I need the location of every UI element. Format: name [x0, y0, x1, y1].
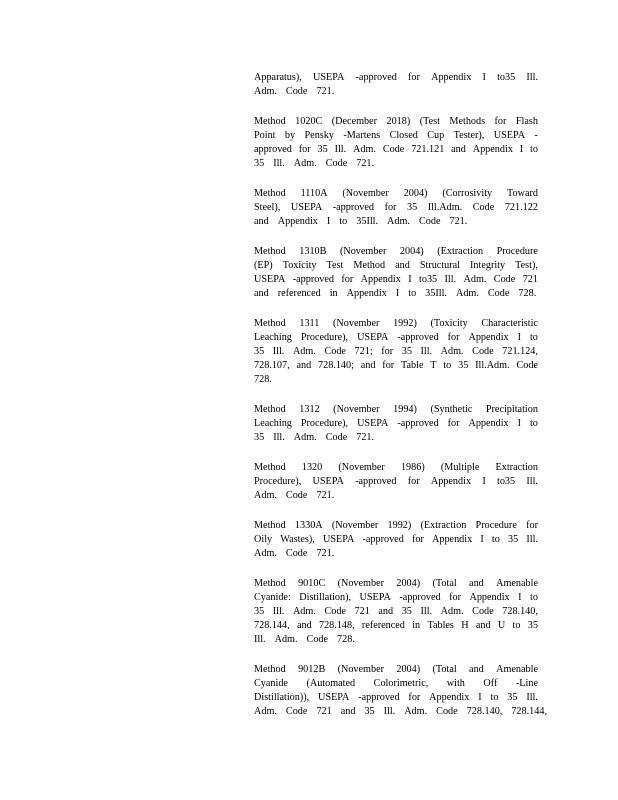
paragraph-line: Method 1110A (November 2004) (Corrosivity Toward — [254, 188, 538, 199]
paragraph-line: (EP) Toxicity Test Method and Structural Integrity Test), — [254, 260, 538, 271]
paragraph-line: Procedure), USEPA -approved for Appendix I to35 Ill. — [254, 476, 538, 487]
paragraph-line: Method 1330A (November 1992) (Extraction Procedure for — [254, 520, 538, 531]
method-paragraph — [254, 403, 542, 445]
paragraph-line: Apparatus), USEPA -approved for Appendix I to35 Ill. — [254, 72, 538, 83]
paragraph-line: 35 Ill. Adm. Code 721; for 35 Ill. Adm. Code 721.124, — [254, 346, 538, 357]
paragraph-line: and Appendix I to 35Ill. Adm. Code 721. — [254, 216, 468, 227]
method-paragraph — [254, 663, 547, 719]
paragraph-line: Point by Pensky -Martens Closed Cup Tester), USEPA - — [254, 130, 538, 141]
paragraph-line: Ill. Adm. Code 728. — [254, 634, 355, 645]
paragraph-line: and referenced in Appendix I to 35Ill. Adm. Code 728. — [254, 288, 537, 299]
paragraph-line: 35 Ill. Adm. Code 721 and 35 Ill. Adm. Code 728.140, — [254, 606, 538, 617]
paragraph-line: approved for 35 Ill. Adm. Code 721.121 and Appendix I to — [254, 144, 538, 155]
paragraph-line: Leaching Procedure), USEPA -approved for Appendix I to — [254, 418, 538, 429]
paragraph-line: USEPA -approved for Appendix I to35 Ill. Adm. Code 721 — [254, 274, 538, 285]
paragraph-line: Method 1310B (November 2004) (Extraction Procedure — [254, 246, 538, 257]
document-body — [254, 71, 547, 733]
paragraph-line: Method 1312 (November 1994) (Synthetic Precipitation — [254, 404, 538, 415]
method-paragraph — [254, 519, 542, 561]
paragraph-line: Method 9010C (November 2004) (Total and Amenable — [254, 578, 538, 589]
paragraph-line: Method 1020C (December 2018) (Test Methods for Flash — [254, 116, 538, 127]
method-paragraph — [254, 245, 542, 301]
paragraph-line: Adm. Code 721. — [254, 490, 335, 501]
paragraph-line: Adm. Code 721. — [254, 86, 335, 97]
paragraph-line: Distillation)), USEPA -approved for Appendix I to 35 Ill. — [254, 692, 538, 703]
paragraph-line: Adm. Code 721. — [254, 548, 335, 559]
paragraph-line: Cyanide: Distillation), USEPA -approved for Appendix I to — [254, 592, 538, 603]
paragraph-line: Method 1320 (November 1986) (Multiple Extraction — [254, 462, 538, 473]
paragraph-line: Adm. Code 721 and 35 Ill. Adm. Code 728.140, 728.144, — [254, 706, 547, 717]
method-paragraph — [254, 317, 542, 387]
paragraph-line: Oily Wastes), USEPA -approved for Appendix I to 35 Ill. — [254, 534, 538, 545]
paragraph-line: 35 Ill. Adm. Code 721. — [254, 158, 375, 169]
paragraph-line: 728. — [254, 374, 272, 385]
paragraph-line: 728.107, and 728.140; and for Table T to 35 Ill.Adm. Code — [254, 360, 538, 371]
method-paragraph — [254, 187, 542, 229]
paragraph-line: Cyanide (Automated Colorimetric, with Off -Line — [254, 678, 538, 689]
paragraph-line: Method 9012B (November 2004) (Total and Amenable — [254, 664, 538, 675]
paragraph-line: Steel), USEPA -approved for 35 Ill.Adm. Code 721.122 — [254, 202, 538, 213]
paragraph-line: Leaching Procedure), USEPA -approved for Appendix I to — [254, 332, 538, 343]
method-paragraph — [254, 115, 542, 171]
paragraph-line: 728.144, and 728.148, referenced in Tables H and U to 35 — [254, 620, 538, 631]
method-paragraph — [254, 577, 542, 647]
paragraph-line: 35 Ill. Adm. Code 721. — [254, 432, 375, 443]
paragraph-line: Method 1311 (November 1992) (Toxicity Characteristic — [254, 318, 538, 329]
method-paragraph — [254, 461, 542, 503]
method-paragraph — [254, 71, 542, 99]
